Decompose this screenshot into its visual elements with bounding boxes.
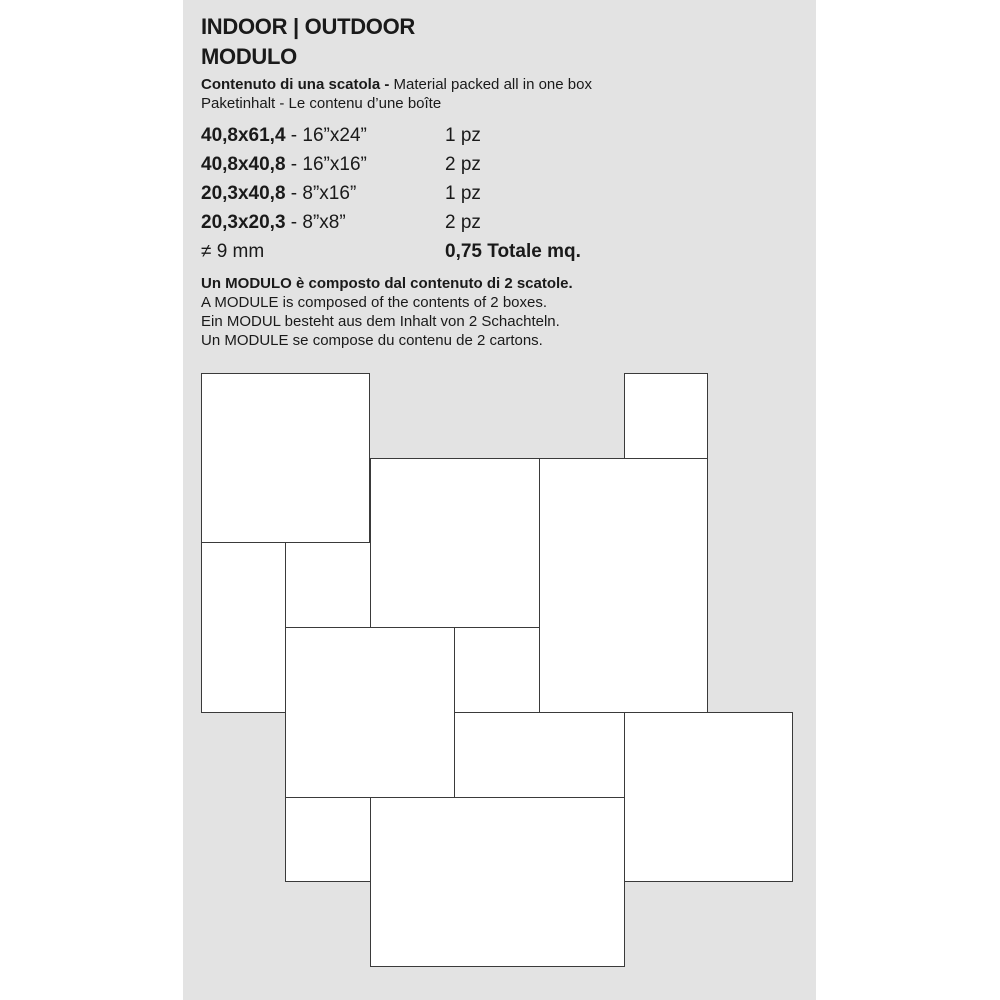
module-note-fr: Un MODULE se compose du contenu de 2 cartons. bbox=[201, 332, 543, 349]
tile bbox=[539, 458, 708, 713]
tile bbox=[624, 373, 708, 459]
size-cm: 20,3x40,8 bbox=[201, 183, 286, 204]
page-subtitle: MODULO bbox=[201, 44, 297, 69]
tile bbox=[370, 797, 625, 967]
tile bbox=[201, 373, 370, 543]
tile bbox=[624, 712, 793, 882]
tile bbox=[285, 797, 371, 882]
size-qty: 2 pz bbox=[445, 154, 481, 175]
total-area: 0,75 Totale mq. bbox=[445, 241, 581, 262]
size-cm: 40,8x61,4 bbox=[201, 125, 286, 146]
tile bbox=[454, 627, 540, 713]
module-note-en: A MODULE is composed of the contents of 2 boxes. bbox=[201, 294, 548, 311]
page-title: INDOOR | OUTDOOR bbox=[201, 14, 416, 39]
thickness: ≠ 9 mm bbox=[201, 241, 265, 262]
size-cm: 20,3x20,3 bbox=[201, 212, 286, 233]
contents-rest: Material packed all in one box bbox=[393, 76, 592, 93]
module-note-it: Un MODULO è composto dal contenuto di 2 scatole. bbox=[201, 275, 573, 292]
tile bbox=[201, 542, 286, 713]
size-qty: 1 pz bbox=[445, 125, 481, 146]
tile bbox=[285, 542, 371, 628]
contents-bold: Contenuto di una scatola - bbox=[201, 76, 390, 93]
tile bbox=[454, 712, 625, 798]
module-note-de: Ein MODUL besteht aus dem Inhalt von 2 Schachteln. bbox=[201, 313, 560, 330]
size-cm: 40,8x40,8 bbox=[201, 154, 286, 175]
size-inch: - 8”x16” bbox=[285, 183, 357, 204]
size-inch: - 16”x24” bbox=[285, 125, 367, 146]
tile bbox=[285, 627, 455, 798]
contents-line-2: Paketinhalt - Le contenu d’une boîte bbox=[201, 95, 442, 112]
size-qty: 2 pz bbox=[445, 212, 481, 233]
size-inch: - 8”x8” bbox=[285, 212, 346, 233]
size-qty: 1 pz bbox=[445, 183, 481, 204]
size-inch: - 16”x16” bbox=[285, 154, 367, 175]
tile bbox=[370, 458, 540, 628]
